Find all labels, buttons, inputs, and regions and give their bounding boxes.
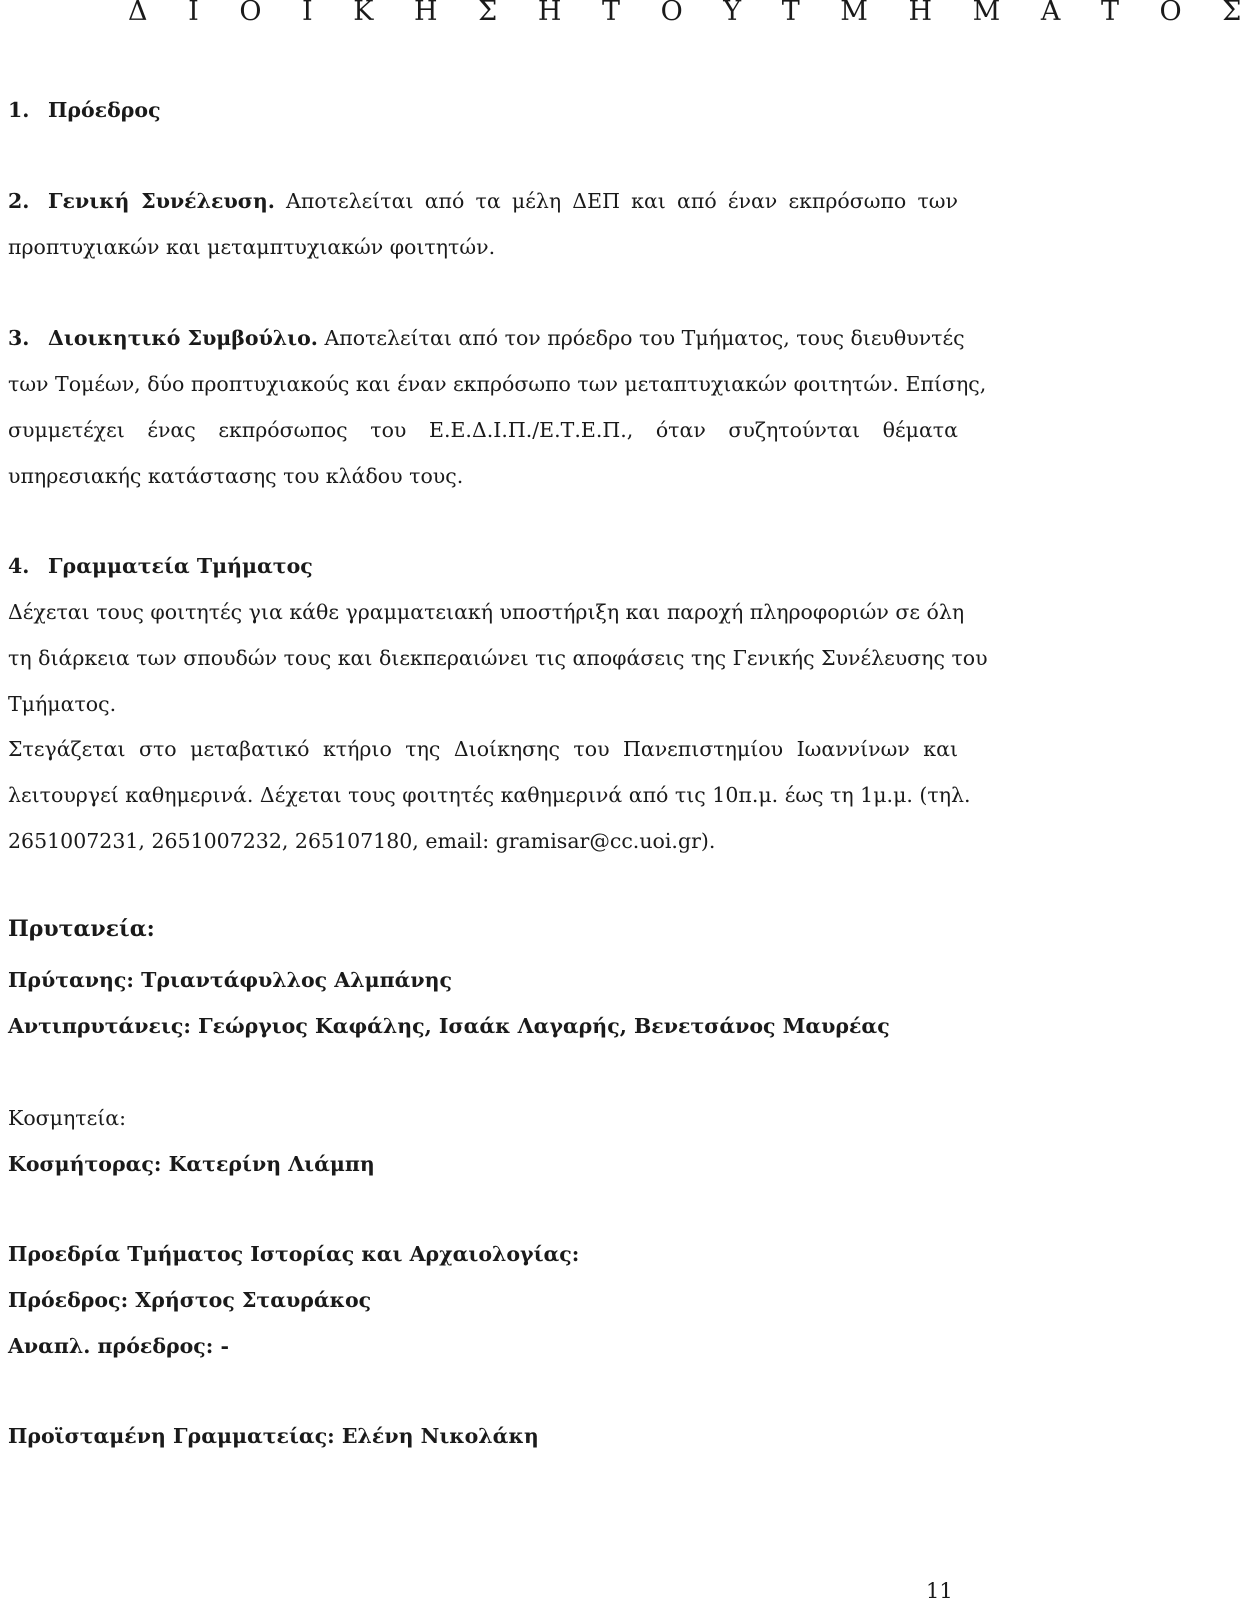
department-president-line: Πρόεδρος: Χρήστος Σταυράκος xyxy=(8,1288,372,1312)
item-text-line: Τμήματος. xyxy=(8,692,117,716)
item-general-assembly xyxy=(8,187,958,215)
item-text-line: των Τομέων, δύο προπτυχιακούς και έναν εκπρόσωπο των μεταπτυχιακών φοιτητών. Επίσης, xyxy=(8,372,987,396)
item-text-line: Δέχεται τους φοιτητές για κάθε γραμματειακή υποστήριξη και παροχή πληροφοριών σε όλη xyxy=(8,600,965,624)
item-secretariat xyxy=(8,552,958,580)
department-presidency-heading: Προεδρία Τμήματος Ιστορίας και Αρχαιολογίας: xyxy=(8,1242,580,1266)
head-of-secretariat-line: Προϊσταμένη Γραμματείας: Ελένη Νικολάκη xyxy=(8,1424,539,1448)
item-text-line: λειτουργεί καθημερινά. Δέχεται τους φοιτητές καθημερινά από τις 10π.μ. έως τη 1μ.μ. (τηλ. xyxy=(8,783,971,807)
item-number: 3. xyxy=(8,326,30,350)
page-title: Δ Ι Ο Ι Κ Η Σ Η Τ Ο Υ Τ Μ Η Μ Α Τ Ο Σ xyxy=(128,0,1250,27)
item-text-line: προπτυχιακών και μεταμπτυχιακών φοιτητών. xyxy=(8,235,496,259)
dean-line: Κοσμήτορας: Κατερίνη Λιάμπη xyxy=(8,1152,375,1176)
item-text-line: συμμετέχει ένας εκπρόσωπος του Ε.Ε.Δ.Ι.Π./Ε.Τ.Ε.Π., όταν συζητούνται θέματα xyxy=(8,418,958,442)
item-text: Αποτελείται από τα μέλη ΔΕΠ και από έναν εκπρόσωπο των xyxy=(286,189,958,213)
item-president xyxy=(8,96,958,124)
deputy-president-line: Αναπλ. πρόεδρος: - xyxy=(8,1334,230,1358)
item-label: Γενική Συνέλευση. xyxy=(48,189,275,213)
item-text: Αποτελείται από τον πρόεδρο του Τμήματος, τους διευθυντές xyxy=(324,326,965,350)
item-label: Πρόεδρος xyxy=(48,98,161,122)
page-number: 11 xyxy=(926,1579,953,1603)
item-number: 1. xyxy=(8,98,30,122)
item-text-line: υπηρεσιακής κατάστασης του κλάδου τους. xyxy=(8,464,464,488)
item-number: 4. xyxy=(8,554,30,578)
rectorate-heading: Πρυτανεία: xyxy=(8,916,155,942)
item-label: Γραμματεία Τμήματος xyxy=(48,554,313,578)
item-number: 2. xyxy=(8,189,30,213)
item-text-line: τη διάρκεια των σπουδών τους και διεκπεραιώνει τις αποφάσεις της Γενικής Συνέλευσης του xyxy=(8,646,988,670)
deanery-heading: Κοσμητεία: xyxy=(8,1106,127,1130)
item-label: Διοικητικό Συμβούλιο. xyxy=(48,326,318,350)
item-board xyxy=(8,324,965,352)
rector-line: Πρύτανης: Τριαντάφυλλος Αλμπάνης xyxy=(8,968,452,992)
vice-rectors-line: Αντιπρυτάνεις: Γεώργιος Καφάλης, Ισαάκ Λαγαρής, Βενετσάνος Μαυρέας xyxy=(8,1014,890,1038)
item-text-line: Στεγάζεται στο μεταβατικό κτήριο της Διοίκησης του Πανεπιστημίου Ιωαννίνων και xyxy=(8,737,958,761)
item-text-line: 2651007231, 2651007232, 265107180, email: gramisar@cc.uoi.gr). xyxy=(8,829,716,853)
